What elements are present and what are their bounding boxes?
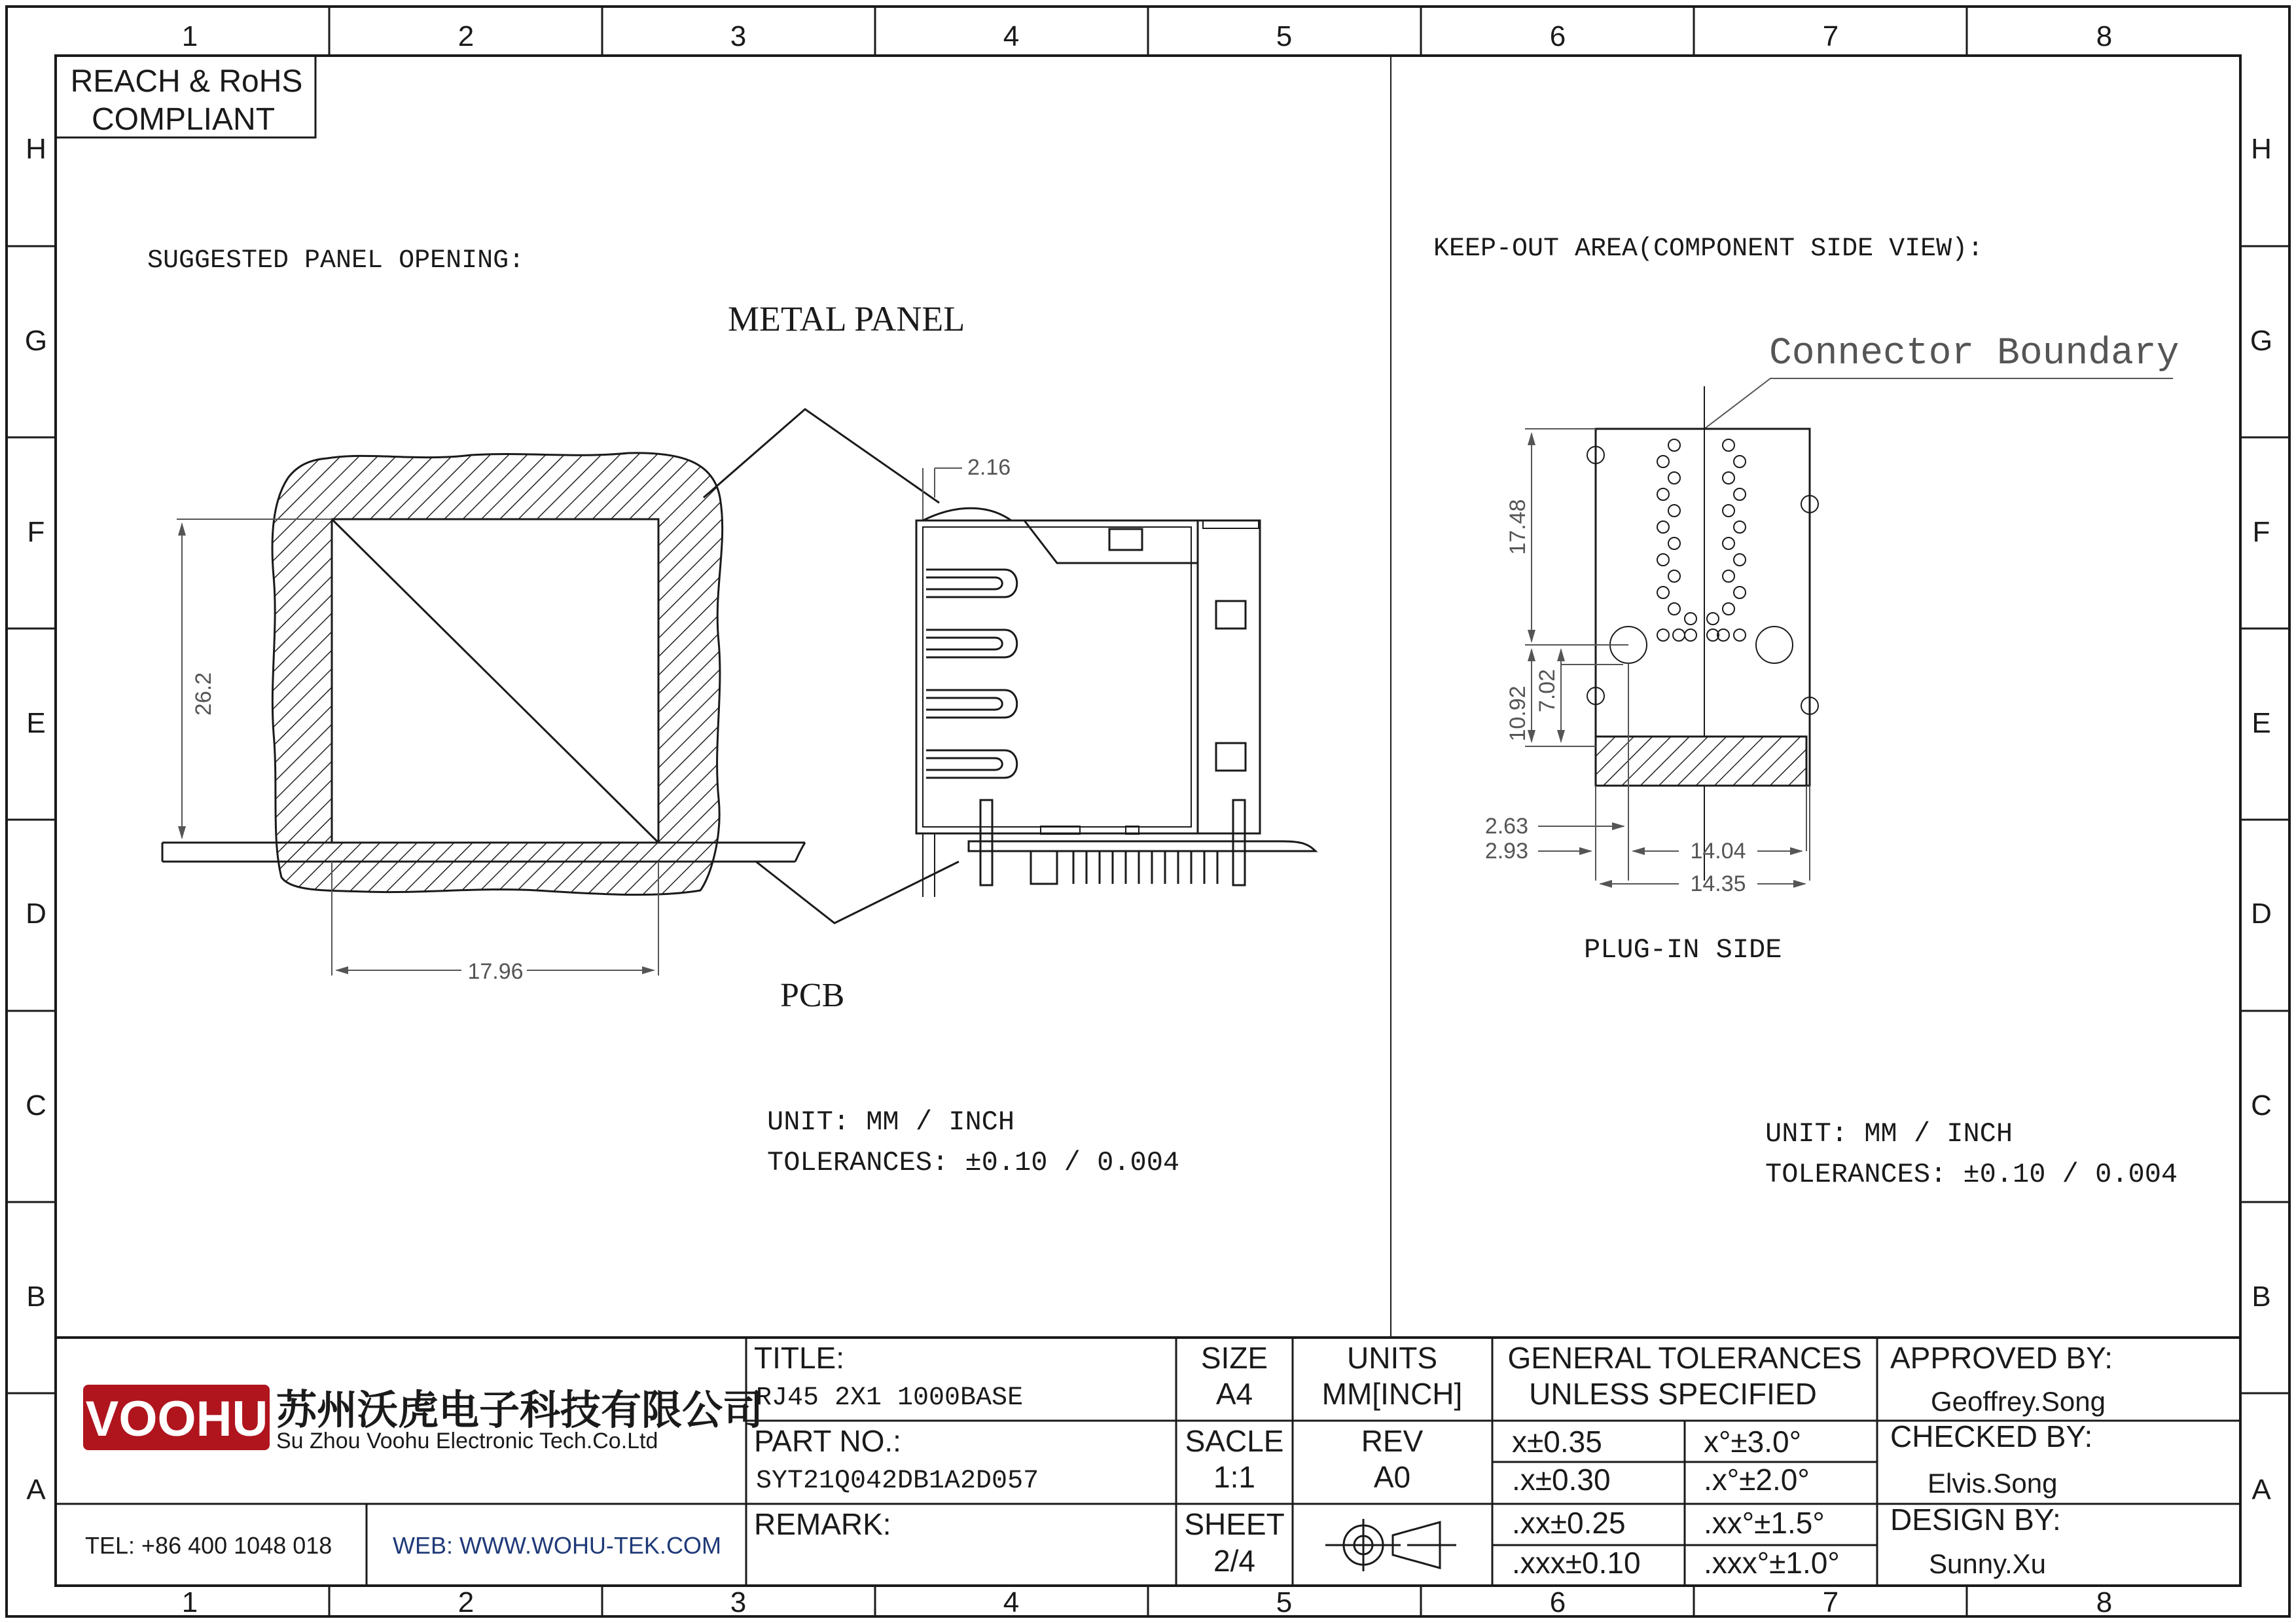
zone-row-left: B xyxy=(26,1281,46,1313)
zone-row-left: C xyxy=(26,1089,46,1122)
zone-col-bottom: 6 xyxy=(1549,1586,1566,1618)
left-units-note xyxy=(767,1106,1179,1178)
zone-col-top: 6 xyxy=(1549,20,1566,52)
title-value: RJ45 2X1 1000BASE xyxy=(756,1383,1024,1413)
zone-col-top: 8 xyxy=(2096,20,2113,52)
zone-row-left: F xyxy=(27,516,45,548)
right-unit-text: UNIT: MM / INCH xyxy=(1765,1118,2013,1150)
designed-by-label: DESIGN BY: xyxy=(1890,1503,2061,1537)
compliance-box xyxy=(56,56,315,137)
connector-boundary-label: Connector Boundary xyxy=(1769,333,2179,375)
tolerance-linear: .xx±0.25 xyxy=(1512,1506,1626,1540)
zone-col-bottom: 4 xyxy=(1003,1586,1020,1618)
tolerance-linear: .x±0.30 xyxy=(1512,1463,1611,1497)
dim-10-92: 10.92 xyxy=(1505,685,1530,742)
company-name-en: Su Zhou Voohu Electronic Tech.Co.Ltd xyxy=(276,1429,658,1453)
right-tolerance-text: TOLERANCES: ±0.10 / 0.004 xyxy=(1765,1159,2178,1190)
left-tolerance-text: TOLERANCES: ±0.10 / 0.004 xyxy=(767,1147,1180,1178)
third-angle-projection-icon xyxy=(1325,1519,1456,1571)
zone-col-bottom: 2 xyxy=(457,1586,475,1618)
right-units-note xyxy=(1765,1118,2178,1190)
sheet-label: SHEET xyxy=(1184,1507,1285,1541)
tolerance-angular: x°±3.0° xyxy=(1704,1425,1801,1459)
dim-panel-width: 17.96 xyxy=(467,959,524,984)
tolerance-angular: .xxx°±1.0° xyxy=(1704,1546,1840,1580)
zone-col-top: 1 xyxy=(181,20,198,52)
part-number-value: SYT21Q042DB1A2D057 xyxy=(756,1467,1039,1496)
keep-out-heading: KEEP-OUT AREA(COMPONENT SIDE VIEW): xyxy=(1433,234,1984,264)
zone-row-left: D xyxy=(26,898,46,930)
zone-col-bottom: 1 xyxy=(181,1586,198,1618)
metal-panel-section xyxy=(272,453,723,895)
zone-col-bottom: 5 xyxy=(1276,1586,1293,1618)
svg-text:VOOHU: VOOHU xyxy=(85,1391,268,1447)
units-label: UNITS xyxy=(1347,1341,1437,1375)
checked-by-value: Elvis.Song xyxy=(1928,1468,2058,1499)
pcb-label: PCB xyxy=(780,977,845,1014)
zone-col-top: 4 xyxy=(1003,20,1020,52)
size-value: A4 xyxy=(1215,1377,1253,1411)
zone-row-left: H xyxy=(26,133,46,165)
connector-side-view xyxy=(916,455,1316,897)
zone-col-bottom: 3 xyxy=(730,1586,747,1618)
title-label: TITLE: xyxy=(754,1341,845,1375)
tolerance-angular: .xx°±1.5° xyxy=(1704,1506,1825,1540)
zone-row-right: D xyxy=(2251,898,2272,930)
dim-14-35: 14.35 xyxy=(1690,871,1746,896)
units-value: MM[INCH] xyxy=(1321,1377,1463,1411)
general-tolerances-heading: GENERAL TOLERANCES xyxy=(1507,1341,1862,1375)
dim-7-02: 7.02 xyxy=(1535,668,1560,713)
dim-2-93: 2.93 xyxy=(1484,839,1528,864)
connector-boundary-leader xyxy=(1704,378,2173,429)
company-web: WEB: WWW.WOHU-TEK.COM xyxy=(393,1532,721,1559)
company-logo xyxy=(83,1385,270,1450)
rev-label: REV xyxy=(1361,1424,1424,1458)
zone-row-left: E xyxy=(26,707,46,739)
scale-value: 1:1 xyxy=(1213,1460,1255,1494)
svg-text:COMPLIANT: COMPLIANT xyxy=(91,102,276,137)
zone-row-right: B xyxy=(2251,1281,2271,1313)
company-tel: TEL: +86 400 1048 018 xyxy=(85,1532,332,1559)
metal-panel-leader xyxy=(704,409,939,503)
approved-by-label: APPROVED BY: xyxy=(1890,1341,2113,1375)
zone-col-top: 7 xyxy=(1822,20,1839,52)
svg-text:REACH & RoHS: REACH & RoHS xyxy=(70,64,303,99)
approved-by-value: Geoffrey.Song xyxy=(1931,1386,2106,1417)
plug-in-side-label: PLUG-IN SIDE xyxy=(1584,934,1782,966)
tolerance-linear: x±0.35 xyxy=(1512,1425,1602,1459)
dim-2-63: 2.63 xyxy=(1484,814,1528,839)
zone-row-left: G xyxy=(24,325,48,357)
zone-row-left: A xyxy=(26,1474,46,1506)
tolerance-linear: .xxx±0.10 xyxy=(1512,1546,1641,1580)
pcb-leader xyxy=(756,862,959,923)
zone-col-top: 2 xyxy=(457,20,475,52)
checked-by-label: CHECKED BY: xyxy=(1890,1419,2093,1453)
dim-17-48: 17.48 xyxy=(1505,499,1530,555)
dim-panel-height: 26.2 xyxy=(191,672,216,716)
zone-col-top: 3 xyxy=(730,20,747,52)
remark-label: REMARK: xyxy=(754,1507,891,1541)
keep-out-view xyxy=(1433,234,2179,966)
zone-col-top: 5 xyxy=(1276,20,1293,52)
company-name-cn: 苏州沃虎电子科技有限公司 xyxy=(276,1388,764,1433)
metal-panel-label: METAL PANEL xyxy=(728,299,965,338)
zone-row-right: H xyxy=(2251,133,2272,165)
dim-panel-offset: 2.16 xyxy=(967,455,1011,480)
zone-row-right: F xyxy=(2252,516,2270,548)
general-tolerances-subheading: UNLESS SPECIFIED xyxy=(1529,1377,1817,1411)
tolerance-angular: .x°±2.0° xyxy=(1704,1463,1810,1497)
panel-opening-heading: SUGGESTED PANEL OPENING: xyxy=(147,246,525,276)
dim-14-04: 14.04 xyxy=(1690,839,1746,864)
designed-by-value: Sunny.Xu xyxy=(1929,1548,2047,1579)
scale-label: SACLE xyxy=(1185,1424,1284,1458)
zone-col-bottom: 7 xyxy=(1822,1586,1839,1618)
zone-col-bottom: 8 xyxy=(2096,1586,2113,1618)
part-number-label: PART NO.: xyxy=(754,1424,901,1458)
zone-row-right: E xyxy=(2251,707,2271,739)
panel-opening-view xyxy=(147,246,965,1014)
zone-row-right: C xyxy=(2251,1089,2272,1122)
zone-row-right: G xyxy=(2250,325,2273,357)
zone-row-right: A xyxy=(2251,1474,2271,1506)
left-unit-text: UNIT: MM / INCH xyxy=(767,1106,1015,1138)
size-label: SIZE xyxy=(1200,1341,1268,1375)
sheet-value: 2/4 xyxy=(1213,1544,1255,1578)
rev-value: A0 xyxy=(1373,1460,1411,1494)
